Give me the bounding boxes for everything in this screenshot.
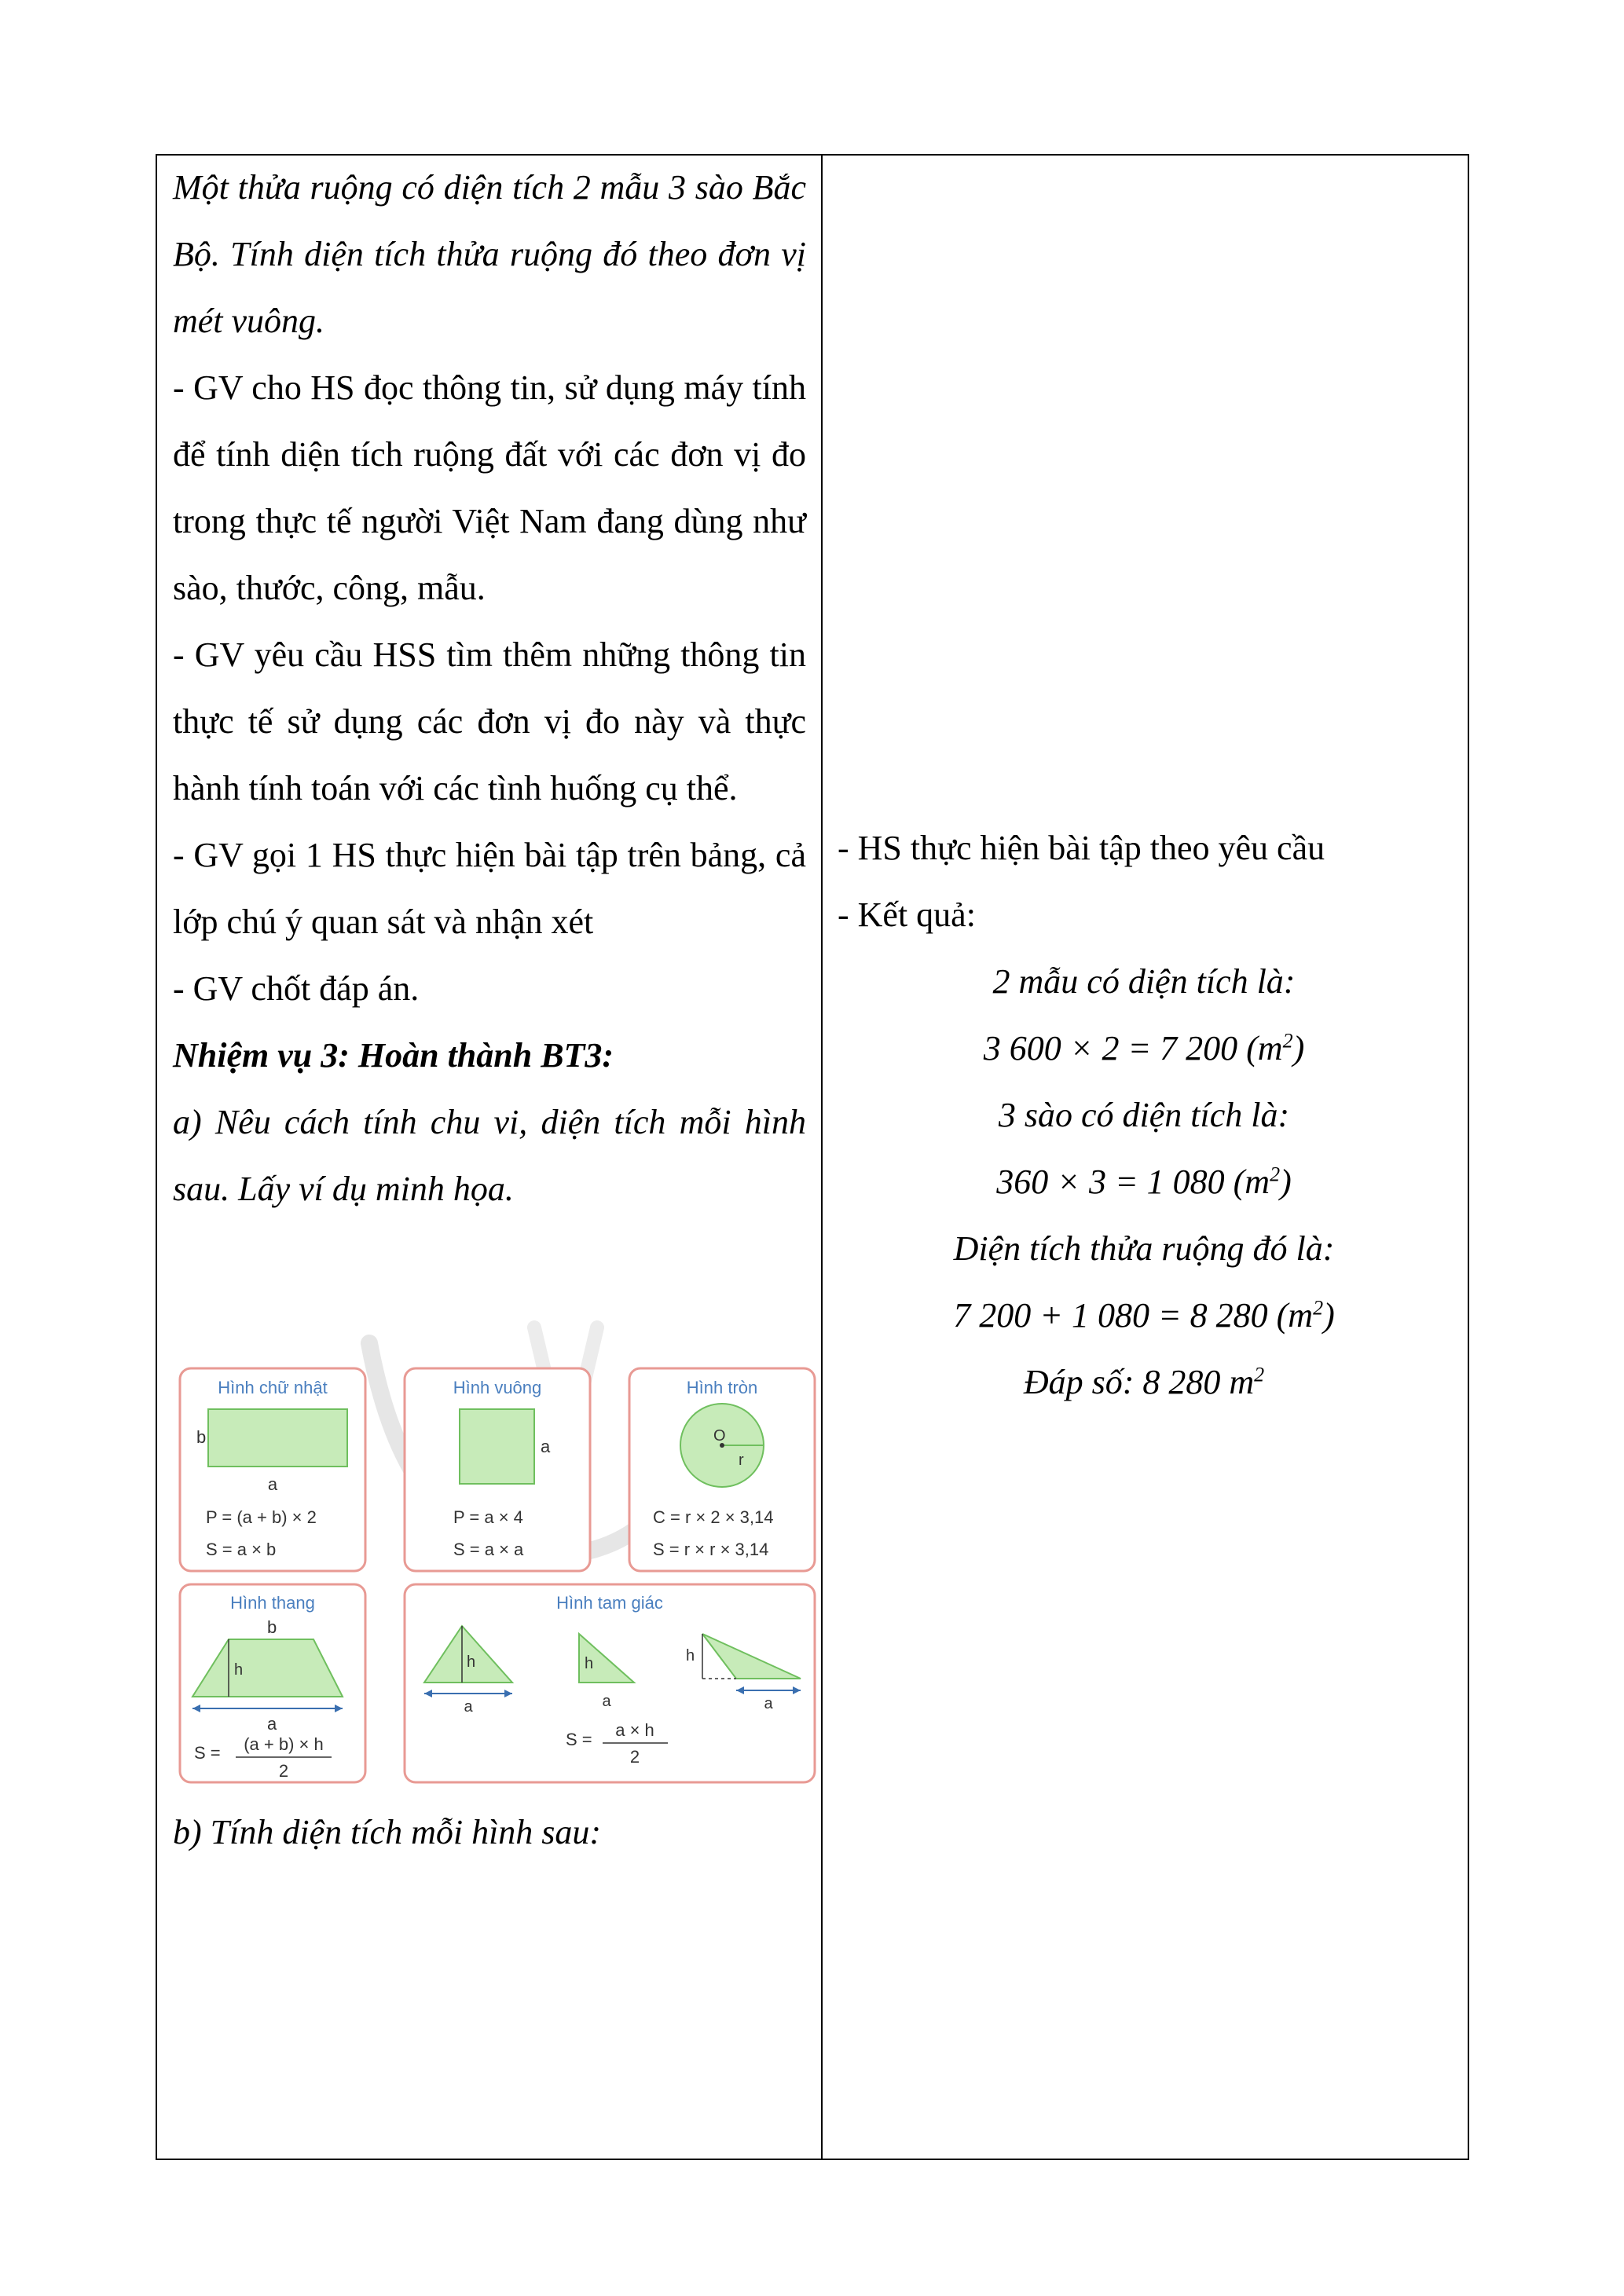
calc3-expression: 7 200 + 1 080 = 8 280 $(m^2)$ [953,1296,1335,1335]
left-column [173,154,806,1222]
rectangle-area: S = a × b [206,1540,277,1559]
trapezoid-area-denominator: 2 [278,1761,289,1781]
task3-heading: Nhiệm vụ 3: Hoàn thành BT3: [173,1036,614,1075]
triangle-area-numerator: a × h [615,1720,654,1740]
triangle-base-label-2: a [602,1693,611,1710]
triangle-height-label-2: h [585,1655,594,1672]
calc2-label: 3 sào có diện tích là: [998,1096,1290,1134]
calc1-expression: 3 600 × 2 = 7 200 $(m^2)$ [983,1029,1305,1067]
triangle-height-label-1: h [467,1653,476,1671]
task3a-text: a) Nêu cách tính chu vi, diện tích mỗi hình sau. Lấy ví dụ minh họa. [173,1103,806,1208]
right-column [838,815,1450,1415]
square-area: S = a × a [453,1540,524,1559]
rectangle-side-b: b [196,1427,207,1447]
triangle-height-label-3: h [686,1647,695,1664]
problem-statement: Một thửa ruộng có diện tích 2 mẫu 3 sào Bắc Bộ. Tính diện tích thửa ruộng đó theo đơn vị mét vuông. [173,168,806,340]
triangle-base-label-3: a [764,1695,773,1712]
trapezoid-area-numerator: (a + b) × h [244,1734,324,1754]
triangle-card [405,1584,815,1782]
result-label: - Kết quả: [838,895,976,934]
rectangle-side-a: a [267,1474,278,1494]
final-answer: Đáp số: 8 280 $m^2$ [1023,1363,1265,1401]
teacher-step-2: - GV yêu cầu HSS tìm thêm những thông tin thực tế sử dụng các đơn vị đo này và thực hành tính toán với các tình huống cụ thể. [173,635,806,807]
square-card [405,1368,590,1571]
circle-radius: r [739,1452,744,1469]
square-shape [460,1409,534,1484]
circle-circumference: C = r × 2 × 3,14 [653,1507,774,1527]
triangle-area-left: S = [566,1730,592,1749]
rectangle-title: Hình chữ nhật [218,1378,328,1397]
circle-title: Hình tròn [686,1378,758,1397]
trapezoid-area-left: S = [194,1743,221,1763]
teacher-step-1: - GV cho HS đọc thông tin, sử dụng máy tính để tính diện tích ruộng đất với các đơn vị đo trong thực tế người Việt Nam đang dùng như sào, thước, công, mẫu. [173,368,806,607]
task3b-text: b) Tính diện tích mỗi hình sau: [173,1813,602,1851]
triangle-base-label-1: a [464,1698,473,1716]
rectangle-card [180,1368,365,1571]
teacher-step-4: - GV chốt đáp án. [173,969,420,1008]
square-side-a: a [541,1437,551,1456]
student-action: - HS thực hiện bài tập theo yêu cầu [838,829,1325,867]
trapezoid-top-label: b [267,1617,277,1637]
square-perimeter: P = a × 4 [453,1507,523,1527]
triangle-area-denominator: 2 [629,1747,640,1767]
trapezoid-height-label: h [234,1661,244,1679]
square-title: Hình vuông [453,1378,542,1397]
teacher-step-3: - GV gọi 1 HS thực hiện bài tập trên bảng, cả lớp chú ý quan sát và nhận xét [173,836,806,941]
trapezoid-title: Hình thang [230,1593,315,1613]
circle-center: O [713,1427,726,1445]
trapezoid-bottom-label: a [267,1714,277,1734]
column-divider [821,154,823,2160]
calc3-label: Diện tích thửa ruộng đó là: [953,1229,1335,1268]
rectangle-perimeter: P = (a + b) × 2 [206,1507,317,1527]
trapezoid-card [180,1584,365,1782]
triangle-title: Hình tam giác [556,1593,663,1613]
circle-card [629,1368,815,1571]
rectangle-shape [208,1409,347,1467]
shapes-formula-figure [174,1360,820,1791]
circle-area: S = r × r × 3,14 [653,1540,769,1559]
calc1-label: 2 mẫu có diện tích là: [992,962,1296,1001]
calc2-expression: 360 × 3 = 1 080 $(m^2)$ [996,1163,1292,1201]
